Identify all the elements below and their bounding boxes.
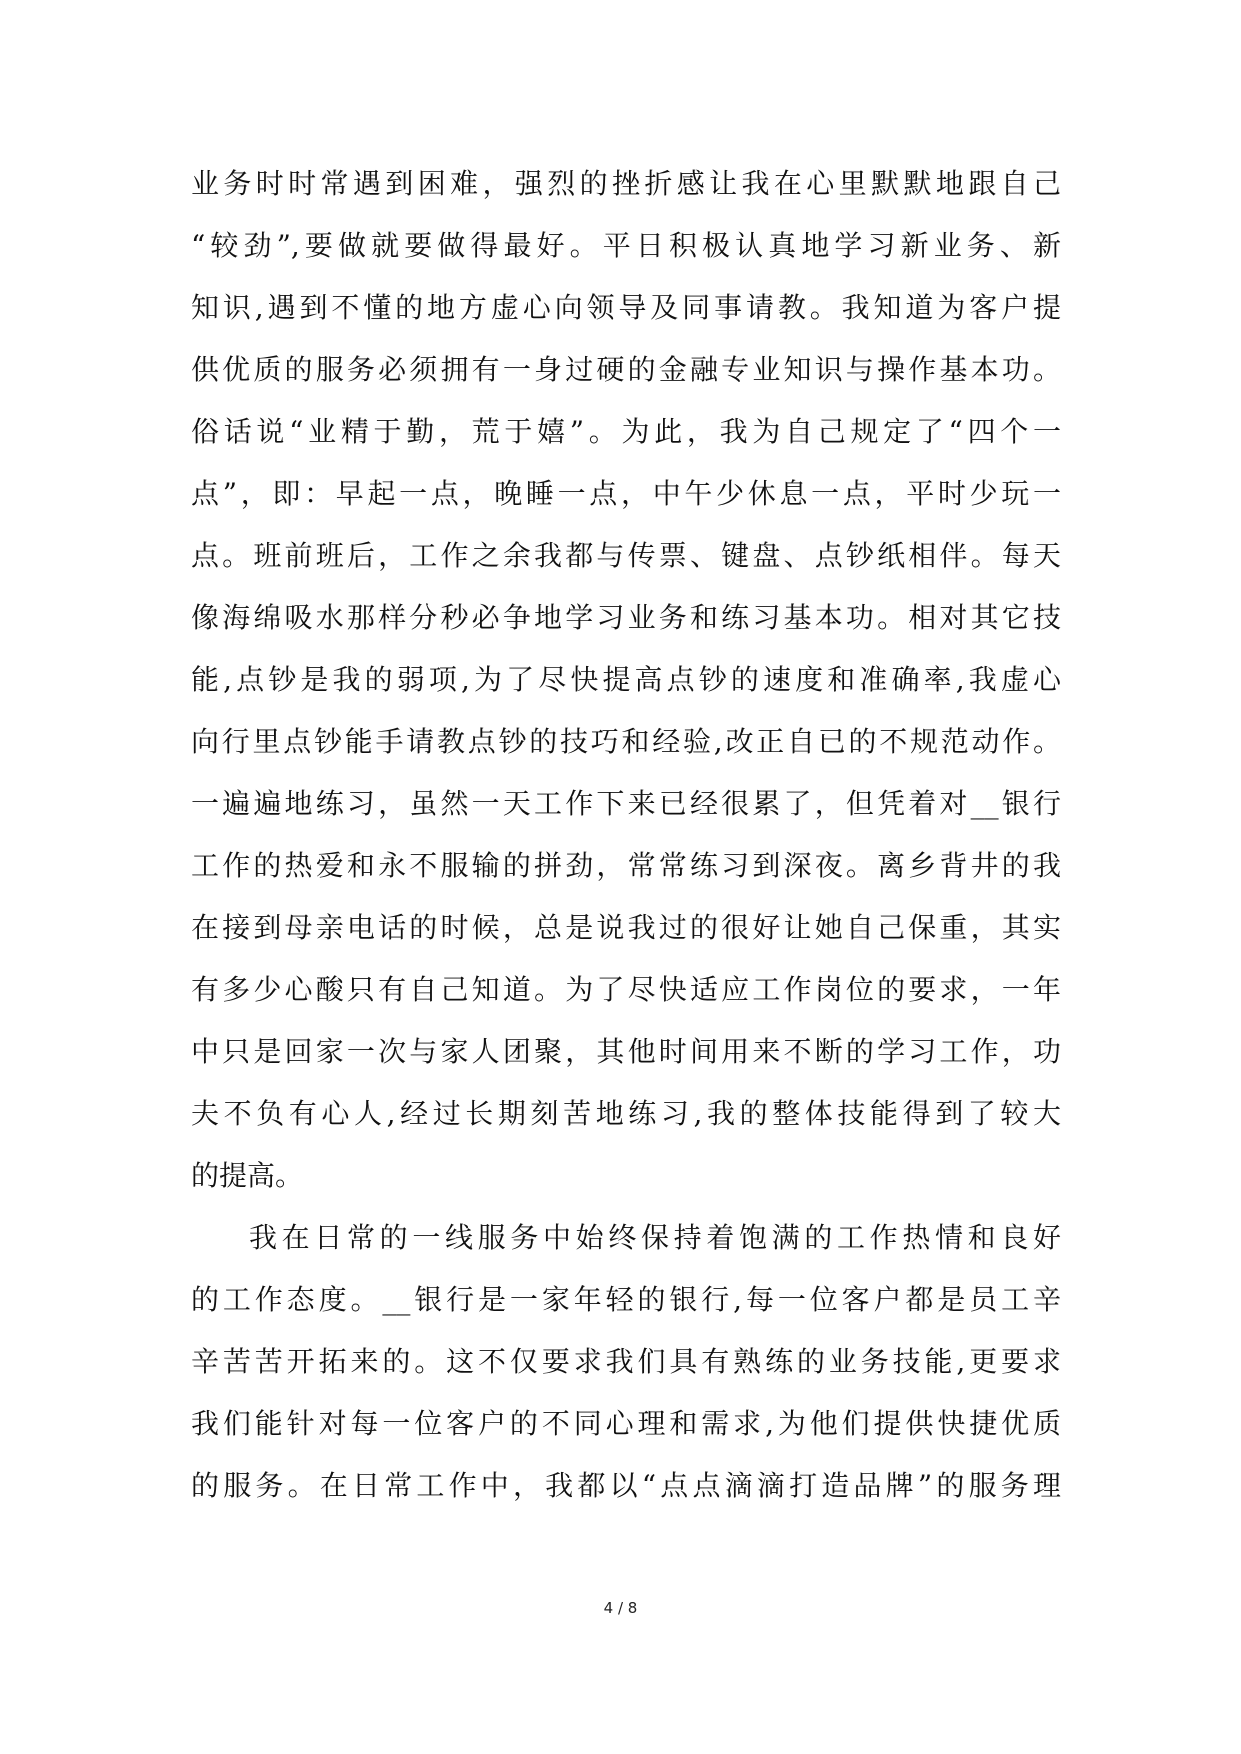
text-line: 的工作态度。__银行是一家年轻的银行,每一位客户都是员工辛 xyxy=(191,1283,1061,1316)
text-line: 点”，即：早起一点，晚睡一点，中午少休息一点，平时少玩一 xyxy=(191,477,1061,510)
text-line: 点。班前班后，工作之余我都与传票、键盘、点钞纸相伴。每天 xyxy=(191,539,1061,572)
text-line: 辛苦苦开拓来的。这不仅要求我们具有熟练的业务技能,更要求 xyxy=(191,1345,1061,1378)
text-line: 业务时时常遇到困难，强烈的挫折感让我在心里默默地跟自己 xyxy=(191,167,1061,200)
text-line: 向行里点钞能手请教点钞的技巧和经验,改正自已的不规范动作。 xyxy=(191,725,1061,758)
text-line: 能,点钞是我的弱项,为了尽快提高点钞的速度和准确率,我虚心 xyxy=(191,663,1061,696)
text-line: 知识,遇到不懂的地方虚心向领导及同事请教。我知道为客户提 xyxy=(191,291,1061,324)
text-line: 供优质的服务必须拥有一身过硬的金融专业知识与操作基本功。 xyxy=(191,353,1061,386)
text-line: 中只是回家一次与家人团聚，其他时间用来不断的学习工作，功 xyxy=(191,1035,1061,1068)
text-line: “较劲”,要做就要做得最好。平日积极认真地学习新业务、新 xyxy=(191,229,1061,262)
text-line: 工作的热爱和永不服输的拼劲，常常练习到深夜。离乡背井的我 xyxy=(191,849,1061,882)
text-line: 像海绵吸水那样分秒必争地学习业务和练习基本功。相对其它技 xyxy=(191,601,1061,634)
paragraph xyxy=(191,1207,1061,1517)
text-line: 我在日常的一线服务中始终保持着饱满的工作热情和良好 xyxy=(249,1221,1061,1254)
text-line: 的提高。 xyxy=(191,1159,304,1192)
text-line: 夫不负有心人,经过长期刻苦地练习,我的整体技能得到了较大 xyxy=(191,1097,1061,1130)
body-text xyxy=(191,153,1061,1517)
text-line: 俗话说“业精于勤，荒于嬉”。为此，我为自己规定了“四个一 xyxy=(191,415,1061,448)
page-number: 4 / 8 xyxy=(603,1599,638,1617)
text-line: 在接到母亲电话的时候，总是说我过的很好让她自己保重，其实 xyxy=(191,911,1061,944)
text-line: 的服务。在日常工作中，我都以“点点滴滴打造品牌”的服务理 xyxy=(191,1469,1061,1502)
text-line: 我们能针对每一位客户的不同心理和需求,为他们提供快捷优质 xyxy=(191,1407,1061,1440)
paragraph xyxy=(191,153,1061,1207)
text-line: 一遍遍地练习，虽然一天工作下来已经很累了，但凭着对__银行 xyxy=(191,787,1061,820)
text-line: 有多少心酸只有自己知道。为了尽快适应工作岗位的要求，一年 xyxy=(191,973,1061,1006)
